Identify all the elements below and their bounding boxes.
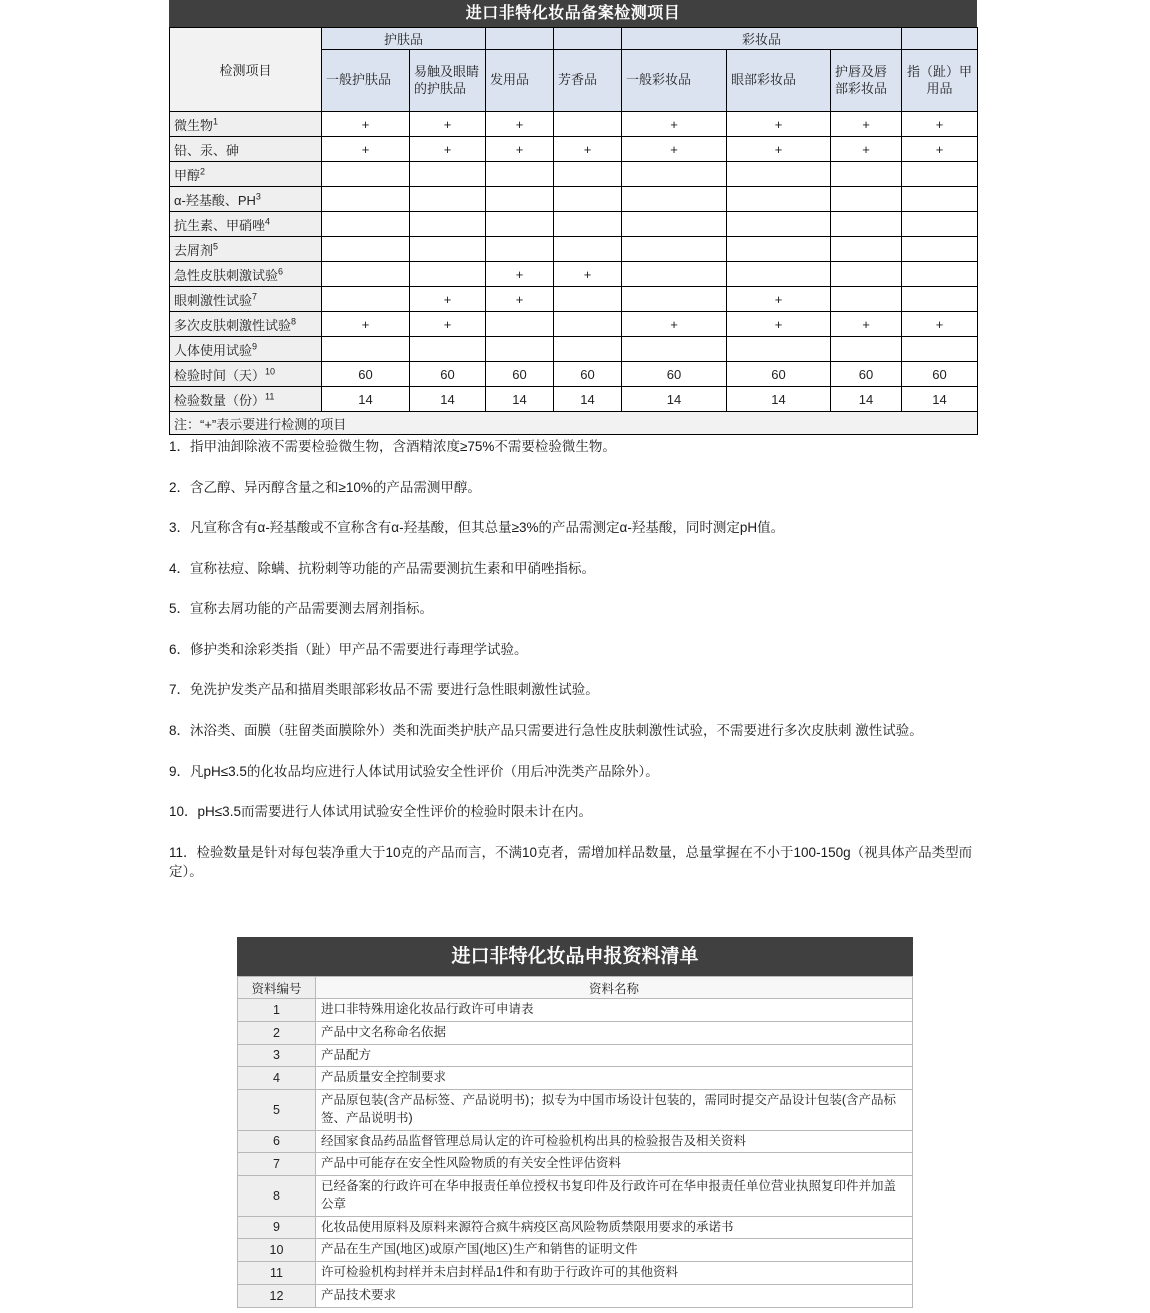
footnote-item: 3．凡宣称含有α-羟基酸或不宣称含有α-羟基酸，但其总量≥3%的产品需测定α-羟基酸，同时测定pH值。 — [169, 520, 785, 536]
table-cell: 14 — [410, 387, 486, 412]
table-cell — [410, 262, 486, 287]
material-name-cell: 经国家食品药品监督管理总局认定的许可检验机构出具的检验报告及相关资料 — [316, 1130, 913, 1153]
detection-items-table-foot — [170, 412, 978, 435]
subheader-fragrance-products: 芳香品 — [554, 50, 622, 112]
table-cell: 60 — [831, 362, 902, 387]
row-label-text: 急性皮肤刺激试验 — [174, 267, 279, 283]
table-cell: 60 — [410, 362, 486, 387]
table-row — [238, 1262, 913, 1285]
footnote-item: 2．含乙醇、异丙醇含量之和≥10%的产品需测甲醇。 — [169, 479, 481, 495]
table-cell — [554, 112, 622, 137]
table-row — [238, 1176, 913, 1217]
table-row — [170, 287, 978, 312]
subheader-eye-contact-skincare: 易触及眼睛的护肤品 — [410, 50, 486, 112]
group-header-row — [170, 28, 978, 50]
row-label-footnote-marker: 4 — [265, 216, 271, 227]
row-label — [170, 312, 322, 337]
row-label-footnote-marker: 7 — [252, 291, 258, 302]
table-row — [238, 1130, 913, 1153]
table-cell: 60 — [902, 362, 978, 387]
material-id-cell: 3 — [238, 1044, 316, 1067]
table-row — [170, 262, 978, 287]
subheader-hair-products: 发用品 — [486, 50, 554, 112]
table-cell: + — [902, 112, 978, 137]
table-cell — [622, 262, 727, 287]
subheader-general-skincare: 一般护肤品 — [322, 50, 410, 112]
table-cell: 60 — [554, 362, 622, 387]
table-row — [170, 337, 978, 362]
table-cell — [727, 212, 831, 237]
material-name-cell: 产品中可能存在安全性风险物质的有关安全性评估资料 — [316, 1153, 913, 1176]
table-row — [238, 1067, 913, 1090]
row-label — [170, 387, 322, 412]
row-label — [170, 212, 322, 237]
application-materials-table-section — [237, 937, 913, 1308]
table-row — [170, 162, 978, 187]
row-label-text: 微生物 — [174, 117, 214, 133]
table-cell — [410, 212, 486, 237]
table-cell — [622, 212, 727, 237]
footnote-item: 7．免洗护发类产品和描眉类眼部彩妆品不需 要进行急性眼刺激性试验。 — [169, 682, 599, 698]
material-id-cell: 8 — [238, 1176, 316, 1217]
application-materials-table-title: 进口非特化妆品申报资料清单 — [237, 937, 913, 976]
table-cell: + — [486, 287, 554, 312]
table-cell — [831, 212, 902, 237]
detection-items-table — [169, 27, 978, 435]
row-label — [170, 262, 322, 287]
row-label — [170, 287, 322, 312]
footnote-item: 11．检验数量是针对每包装净重大于10克的产品而言，不满10克者，需增加样品数量，总量掌握在不小于100-150g（视具体产品类型而定）。 — [169, 844, 973, 880]
table-row — [238, 999, 913, 1022]
table-cell: 60 — [727, 362, 831, 387]
table-cell: 60 — [322, 362, 410, 387]
table-cell — [554, 312, 622, 337]
table-cell — [831, 187, 902, 212]
table-cell — [410, 237, 486, 262]
table-cell — [554, 187, 622, 212]
table-row — [238, 1044, 913, 1067]
table-cell — [622, 162, 727, 187]
table-row — [238, 1021, 913, 1044]
table-row — [170, 387, 978, 412]
detection-items-table-section — [169, 0, 977, 435]
material-id-cell: 7 — [238, 1153, 316, 1176]
table-row — [170, 112, 978, 137]
table-cell: + — [902, 137, 978, 162]
row-label-footnote-marker: 5 — [213, 241, 219, 252]
table-cell: + — [486, 112, 554, 137]
row-label-footnote-marker: 9 — [252, 341, 258, 352]
table-cell — [486, 312, 554, 337]
table-cell — [902, 187, 978, 212]
table-row — [238, 1090, 913, 1131]
row-label-footnote-marker: 8 — [291, 316, 297, 327]
table-row — [238, 1284, 913, 1307]
table-row — [238, 1216, 913, 1239]
row-label-text: 检验时间（天） — [174, 367, 266, 383]
material-name-cell: 产品技术要求 — [316, 1284, 913, 1307]
row-label-text: 抗生素、甲硝唑 — [174, 217, 266, 233]
material-id-cell: 11 — [238, 1262, 316, 1285]
table-cell: 60 — [622, 362, 727, 387]
materials-header-row — [238, 977, 913, 999]
header-material-name: 资料名称 — [316, 977, 913, 999]
table-cell — [486, 187, 554, 212]
header-material-id: 资料编号 — [238, 977, 316, 999]
material-id-cell: 10 — [238, 1239, 316, 1262]
row-label-text: 检验数量（份） — [174, 392, 266, 408]
material-id-cell: 6 — [238, 1130, 316, 1153]
table-cell — [902, 262, 978, 287]
table-row — [170, 212, 978, 237]
row-label-text: 甲醇 — [174, 167, 201, 183]
footnote-item: 8．沐浴类、面膜（驻留类面膜除外）类和洗面类护肤产品只需要进行急性皮肤刺激性试验，不需要进行多次皮肤刺 激性试验。 — [169, 722, 923, 738]
table-cell: + — [486, 137, 554, 162]
table-cell: + — [727, 287, 831, 312]
table-row — [238, 1153, 913, 1176]
table-cell: 14 — [322, 387, 410, 412]
table-cell: + — [554, 262, 622, 287]
application-materials-table-head — [238, 977, 913, 999]
material-name-cell: 产品在生产国(地区)或原产国(地区)生产和销售的证明文件 — [316, 1239, 913, 1262]
table-cell: + — [727, 312, 831, 337]
application-materials-table — [237, 976, 913, 1308]
table-cell — [622, 237, 727, 262]
row-label — [170, 112, 322, 137]
row-label-footnote-marker: 10 — [265, 366, 276, 377]
table-cell — [486, 212, 554, 237]
table-cell: + — [486, 262, 554, 287]
row-label-text: α-羟基酸、PH — [174, 192, 256, 208]
material-name-cell: 产品中文名称命名依据 — [316, 1021, 913, 1044]
table-cell — [831, 237, 902, 262]
table-cell — [554, 287, 622, 312]
material-name-cell: 已经备案的行政许可在华申报责任单位授权书复印件及行政许可在华申报责任单位营业执照复印件并加盖公章 — [316, 1176, 913, 1217]
table-cell: + — [831, 312, 902, 337]
table-cell — [902, 337, 978, 362]
table-cell — [322, 212, 410, 237]
table-cell — [622, 337, 727, 362]
row-label-footnote-marker: 3 — [255, 191, 261, 202]
table-cell — [902, 162, 978, 187]
table-cell: 14 — [831, 387, 902, 412]
footnotes-list — [169, 437, 979, 903]
table-row — [170, 312, 978, 337]
material-id-cell: 4 — [238, 1067, 316, 1090]
row-label-text: 多次皮肤刺激性试验 — [174, 317, 292, 333]
table-cell — [727, 237, 831, 262]
table-row — [170, 237, 978, 262]
material-id-cell: 1 — [238, 999, 316, 1022]
header-group-makeup: 彩妆品 — [622, 28, 902, 50]
table-cell — [831, 337, 902, 362]
table-cell — [322, 287, 410, 312]
table-cell — [486, 162, 554, 187]
table-cell — [554, 337, 622, 362]
table-cell — [410, 337, 486, 362]
table-cell: + — [831, 137, 902, 162]
row-label — [170, 137, 322, 162]
table-row — [238, 1239, 913, 1262]
footnote-item: 1．指甲油卸除液不需要检验微生物，含酒精浓度≥75%不需要检验微生物。 — [169, 439, 616, 454]
table-cell: + — [727, 137, 831, 162]
table-cell: + — [831, 112, 902, 137]
table-row — [170, 362, 978, 387]
table-cell: 14 — [554, 387, 622, 412]
row-label-text: 人体使用试验 — [174, 342, 253, 358]
table-cell: + — [322, 312, 410, 337]
row-label-footnote-marker: 2 — [200, 166, 206, 177]
table-cell: + — [622, 137, 727, 162]
table-cell — [727, 162, 831, 187]
header-group-blank-hair — [486, 28, 554, 50]
application-materials-table-body — [238, 999, 913, 1308]
material-id-cell: 12 — [238, 1284, 316, 1307]
table-cell: + — [902, 312, 978, 337]
material-id-cell: 2 — [238, 1021, 316, 1044]
row-label — [170, 337, 322, 362]
row-label-text: 铅、汞、砷 — [174, 142, 240, 158]
footnote-item: 6．修护类和涂彩类指（趾）甲产品不需要进行毒理学试验。 — [169, 641, 528, 657]
table-cell: + — [622, 312, 727, 337]
table-cell — [322, 187, 410, 212]
table-cell — [831, 287, 902, 312]
table-cell — [486, 237, 554, 262]
material-name-cell: 许可检验机构封样并未启封样品1件和有助于行政许可的其他资料 — [316, 1262, 913, 1285]
table-cell: + — [554, 137, 622, 162]
table-cell — [554, 162, 622, 187]
row-label-text: 眼刺激性试验 — [174, 292, 253, 308]
table-cell: 14 — [727, 387, 831, 412]
table-row — [170, 137, 978, 162]
header-group-blank-nail — [902, 28, 978, 50]
table-cell — [622, 287, 727, 312]
row-label-footnote-marker: 1 — [213, 116, 219, 127]
table-cell: + — [410, 137, 486, 162]
header-group-skincare: 护肤品 — [322, 28, 486, 50]
detection-items-table-title: 进口非特化妆品备案检测项目 — [169, 0, 977, 27]
table-cell — [322, 162, 410, 187]
table-cell: + — [622, 112, 727, 137]
table-cell: + — [410, 112, 486, 137]
header-group-blank-fragrance — [554, 28, 622, 50]
row-label — [170, 237, 322, 262]
subheader-nail-products: 指（趾）甲用品 — [902, 50, 978, 112]
row-label — [170, 362, 322, 387]
subheader-lip-makeup: 护唇及唇部彩妆品 — [831, 50, 902, 112]
table-cell — [727, 187, 831, 212]
table-note-text: 注：“+”表示要进行检测的项目 — [170, 412, 978, 435]
table-cell — [554, 237, 622, 262]
table-cell: 14 — [486, 387, 554, 412]
footnote-item: 10．pH≤3.5而需要进行人体试用试验安全性评价的检验时限未计在内。 — [169, 804, 592, 820]
detection-items-table-head — [170, 28, 978, 112]
subheader-general-makeup: 一般彩妆品 — [622, 50, 727, 112]
row-label — [170, 162, 322, 187]
table-cell — [322, 337, 410, 362]
table-cell — [831, 162, 902, 187]
material-name-cell: 产品原包装(含产品标签、产品说明书)；拟专为中国市场设计包装的，需同时提交产品设计包装(含产品标签、产品说明书) — [316, 1090, 913, 1131]
material-id-cell: 9 — [238, 1216, 316, 1239]
table-cell — [622, 187, 727, 212]
footnote-item: 4．宣称祛痘、除螨、抗粉刺等功能的产品需要测抗生素和甲硝唑指标。 — [169, 560, 596, 576]
table-row — [170, 187, 978, 212]
material-name-cell: 产品配方 — [316, 1044, 913, 1067]
material-name-cell: 进口非特殊用途化妆品行政许可申请表 — [316, 999, 913, 1022]
table-cell — [322, 262, 410, 287]
detection-items-table-body — [170, 112, 978, 412]
row-label-footnote-marker: 6 — [278, 266, 284, 277]
table-cell: 14 — [902, 387, 978, 412]
header-detection-item: 检测项目 — [170, 28, 322, 112]
table-cell — [486, 337, 554, 362]
table-cell — [902, 212, 978, 237]
table-cell — [410, 162, 486, 187]
material-name-cell: 产品质量安全控制要求 — [316, 1067, 913, 1090]
table-cell — [727, 337, 831, 362]
subheader-eye-makeup: 眼部彩妆品 — [727, 50, 831, 112]
table-cell — [554, 212, 622, 237]
footnote-item: 9．凡pH≤3.5的化妆品均应进行人体试用试验安全性评价（用后冲洗类产品除外）。 — [169, 763, 659, 779]
table-cell: 14 — [622, 387, 727, 412]
table-cell: + — [322, 137, 410, 162]
table-cell — [410, 187, 486, 212]
row-label-footnote-marker: 11 — [265, 391, 275, 402]
table-cell — [902, 237, 978, 262]
row-label-text: 去屑剂 — [174, 242, 214, 258]
table-cell — [902, 287, 978, 312]
table-cell: + — [410, 312, 486, 337]
row-label — [170, 187, 322, 212]
material-name-cell: 化妆品使用原料及原料来源符合疯牛病疫区高风险物质禁限用要求的承诺书 — [316, 1216, 913, 1239]
table-cell — [831, 262, 902, 287]
table-cell — [727, 262, 831, 287]
table-cell — [322, 237, 410, 262]
table-cell: + — [322, 112, 410, 137]
footnote-item: 5．宣称去屑功能的产品需要测去屑剂指标。 — [169, 601, 434, 617]
material-id-cell: 5 — [238, 1090, 316, 1131]
table-cell: + — [727, 112, 831, 137]
table-note-row — [170, 412, 978, 435]
table-cell: + — [410, 287, 486, 312]
table-cell: 60 — [486, 362, 554, 387]
